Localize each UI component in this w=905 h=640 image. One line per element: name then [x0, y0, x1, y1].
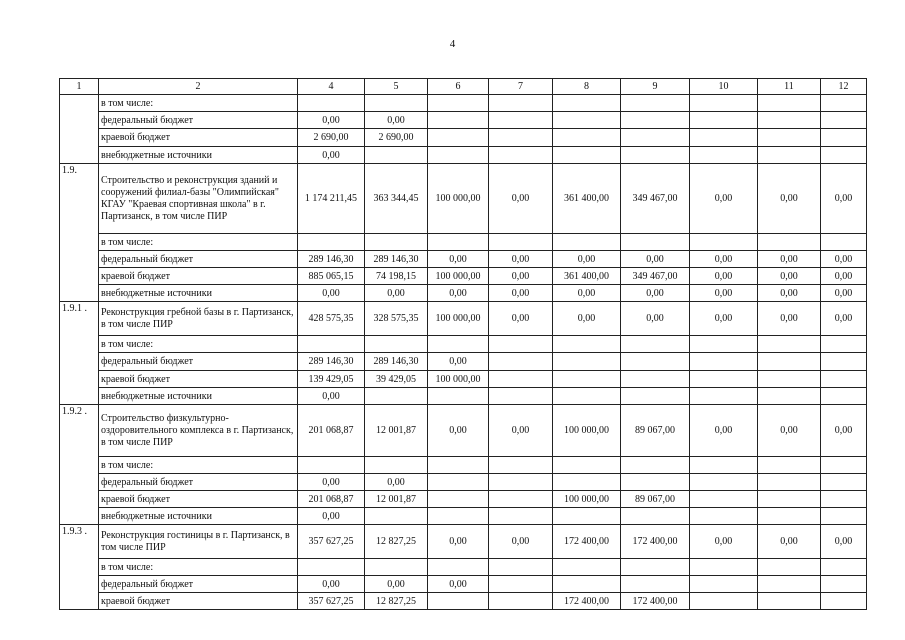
row-name-cell: внебюджетные источники	[99, 508, 298, 525]
value-cell	[621, 336, 690, 353]
value-cell	[428, 491, 489, 508]
value-cell	[821, 371, 867, 388]
value-cell: 357 627,25	[298, 525, 365, 559]
row-name-cell: краевой бюджет	[99, 268, 298, 285]
value-cell: 100 000,00	[553, 491, 621, 508]
value-cell	[553, 129, 621, 147]
value-cell	[428, 457, 489, 474]
value-cell: 0,00	[365, 576, 428, 593]
value-cell	[298, 234, 365, 251]
value-cell: 0,00	[758, 268, 821, 285]
value-cell	[621, 457, 690, 474]
value-cell: 289 146,30	[365, 353, 428, 371]
value-cell: 0,00	[489, 285, 553, 302]
table-row	[60, 405, 867, 457]
table-row	[60, 508, 867, 525]
header-cell: 1	[60, 79, 99, 95]
value-cell: 0,00	[298, 147, 365, 164]
value-cell: 1 174 211,45	[298, 164, 365, 234]
value-cell: 289 146,30	[298, 251, 365, 268]
value-cell	[821, 474, 867, 491]
table-row	[60, 457, 867, 474]
value-cell: 100 000,00	[428, 302, 489, 336]
value-cell	[821, 388, 867, 405]
table-row	[60, 474, 867, 491]
value-cell	[428, 388, 489, 405]
value-cell: 2 690,00	[365, 129, 428, 147]
value-cell	[489, 491, 553, 508]
value-cell	[553, 388, 621, 405]
value-cell	[553, 336, 621, 353]
value-cell	[821, 491, 867, 508]
value-cell	[489, 234, 553, 251]
value-cell: 2 690,00	[298, 129, 365, 147]
value-cell: 89 067,00	[621, 405, 690, 457]
value-cell: 0,00	[821, 251, 867, 268]
page-number: 4	[449, 38, 456, 50]
value-cell	[621, 508, 690, 525]
value-cell	[690, 112, 758, 129]
value-cell: 0,00	[553, 251, 621, 268]
value-cell	[758, 353, 821, 371]
value-cell: 0,00	[298, 285, 365, 302]
value-cell	[758, 388, 821, 405]
value-cell: 0,00	[298, 112, 365, 129]
value-cell: 349 467,00	[621, 164, 690, 234]
value-cell	[690, 474, 758, 491]
value-cell	[690, 129, 758, 147]
value-cell	[298, 457, 365, 474]
value-cell	[428, 95, 489, 112]
value-cell: 0,00	[621, 302, 690, 336]
value-cell: 139 429,05	[298, 371, 365, 388]
value-cell: 0,00	[690, 302, 758, 336]
table-row	[60, 95, 867, 112]
value-cell: 349 467,00	[621, 268, 690, 285]
table-row	[60, 234, 867, 251]
value-cell	[553, 234, 621, 251]
value-cell: 0,00	[821, 164, 867, 234]
value-cell	[428, 593, 489, 610]
table-row	[60, 147, 867, 164]
value-cell	[621, 234, 690, 251]
value-cell: 0,00	[690, 525, 758, 559]
value-cell	[621, 559, 690, 576]
budget-table	[59, 78, 867, 610]
row-name-cell: внебюджетные источники	[99, 147, 298, 164]
value-cell: 0,00	[365, 474, 428, 491]
value-cell: 361 400,00	[553, 268, 621, 285]
value-cell	[758, 508, 821, 525]
value-cell	[758, 371, 821, 388]
row-name-cell: краевой бюджет	[99, 371, 298, 388]
value-cell	[553, 147, 621, 164]
value-cell: 172 400,00	[621, 593, 690, 610]
table-row	[60, 353, 867, 371]
table-row	[60, 593, 867, 610]
value-cell	[621, 129, 690, 147]
header-cell: 4	[298, 79, 365, 95]
row-name-cell: Строительство и реконструкция зданий и сооружений филиал-базы "Олимпийская" КГАУ "Краевая спортивная школа" в г. Партизанск, в том числе ПИР	[99, 164, 298, 234]
value-cell	[690, 147, 758, 164]
value-cell: 12 827,25	[365, 593, 428, 610]
value-cell	[690, 234, 758, 251]
value-cell: 0,00	[821, 285, 867, 302]
value-cell: 0,00	[690, 268, 758, 285]
table-row	[60, 164, 867, 234]
value-cell: 0,00	[621, 285, 690, 302]
row-name-cell: внебюджетные источники	[99, 388, 298, 405]
table-row	[60, 302, 867, 336]
row-number-cell: 1.9.1 .	[60, 302, 99, 405]
value-cell	[365, 457, 428, 474]
header-cell: 12	[821, 79, 867, 95]
value-cell	[621, 353, 690, 371]
header-cell: 8	[553, 79, 621, 95]
value-cell	[298, 336, 365, 353]
value-cell: 0,00	[690, 285, 758, 302]
row-name-cell: в том числе:	[99, 559, 298, 576]
row-name-cell: Строительство физкультурно-оздоровительного комплекса в г. Партизанск, в том числе ПИР	[99, 405, 298, 457]
header-cell: 7	[489, 79, 553, 95]
value-cell	[553, 457, 621, 474]
value-cell	[758, 234, 821, 251]
value-cell	[690, 336, 758, 353]
value-cell: 0,00	[298, 576, 365, 593]
row-number-cell: 1.9.2 .	[60, 405, 99, 525]
value-cell: 172 400,00	[621, 525, 690, 559]
value-cell: 361 400,00	[553, 164, 621, 234]
table-row	[60, 112, 867, 129]
value-cell	[758, 593, 821, 610]
value-cell	[489, 576, 553, 593]
value-cell: 100 000,00	[428, 371, 489, 388]
row-name-cell: в том числе:	[99, 234, 298, 251]
value-cell: 0,00	[428, 405, 489, 457]
value-cell	[758, 147, 821, 164]
value-cell: 0,00	[428, 353, 489, 371]
value-cell	[758, 112, 821, 129]
value-cell	[489, 388, 553, 405]
header-cell: 2	[99, 79, 298, 95]
value-cell: 363 344,45	[365, 164, 428, 234]
value-cell	[489, 559, 553, 576]
value-cell	[365, 336, 428, 353]
value-cell	[553, 559, 621, 576]
header-cell: 6	[428, 79, 489, 95]
value-cell: 0,00	[821, 525, 867, 559]
row-name-cell: федеральный бюджет	[99, 474, 298, 491]
value-cell: 100 000,00	[553, 405, 621, 457]
row-name-cell: в том числе:	[99, 457, 298, 474]
value-cell	[428, 559, 489, 576]
table-row	[60, 285, 867, 302]
value-cell	[758, 129, 821, 147]
value-cell	[298, 559, 365, 576]
value-cell: 89 067,00	[621, 491, 690, 508]
value-cell	[758, 474, 821, 491]
value-cell	[821, 147, 867, 164]
value-cell: 0,00	[758, 285, 821, 302]
value-cell: 0,00	[690, 405, 758, 457]
table-row	[60, 559, 867, 576]
value-cell	[621, 112, 690, 129]
value-cell: 0,00	[821, 405, 867, 457]
value-cell	[690, 371, 758, 388]
table-row	[60, 268, 867, 285]
row-name-cell: краевой бюджет	[99, 593, 298, 610]
value-cell	[821, 559, 867, 576]
value-cell: 289 146,30	[365, 251, 428, 268]
value-cell	[821, 353, 867, 371]
value-cell: 0,00	[690, 251, 758, 268]
value-cell	[489, 336, 553, 353]
value-cell: 0,00	[365, 285, 428, 302]
value-cell: 74 198,15	[365, 268, 428, 285]
value-cell: 289 146,30	[298, 353, 365, 371]
value-cell	[690, 559, 758, 576]
value-cell	[428, 474, 489, 491]
value-cell	[621, 388, 690, 405]
value-cell	[489, 457, 553, 474]
table-row	[60, 336, 867, 353]
row-name-cell: внебюджетные источники	[99, 285, 298, 302]
value-cell	[553, 112, 621, 129]
value-cell: 172 400,00	[553, 525, 621, 559]
value-cell	[365, 508, 428, 525]
table-body	[60, 79, 867, 610]
value-cell: 0,00	[553, 302, 621, 336]
value-cell: 0,00	[428, 285, 489, 302]
value-cell: 0,00	[758, 525, 821, 559]
value-cell: 0,00	[758, 251, 821, 268]
value-cell	[489, 95, 553, 112]
row-name-cell: краевой бюджет	[99, 491, 298, 508]
value-cell	[428, 234, 489, 251]
header-row	[60, 79, 867, 95]
value-cell	[690, 353, 758, 371]
row-name-cell: в том числе:	[99, 95, 298, 112]
value-cell	[821, 336, 867, 353]
value-cell	[365, 559, 428, 576]
row-name-cell: федеральный бюджет	[99, 353, 298, 371]
value-cell: 0,00	[298, 474, 365, 491]
value-cell: 885 065,15	[298, 268, 365, 285]
table-row	[60, 491, 867, 508]
row-name-cell: Реконструкция гостиницы в г. Партизанск, в том числе ПИР	[99, 525, 298, 559]
value-cell	[489, 371, 553, 388]
row-name-cell: федеральный бюджет	[99, 576, 298, 593]
value-cell	[489, 129, 553, 147]
value-cell	[821, 234, 867, 251]
table-row	[60, 371, 867, 388]
value-cell	[298, 95, 365, 112]
value-cell: 0,00	[489, 251, 553, 268]
value-cell: 0,00	[428, 576, 489, 593]
value-cell: 0,00	[298, 388, 365, 405]
value-cell: 12 001,87	[365, 491, 428, 508]
value-cell: 0,00	[758, 302, 821, 336]
value-cell	[758, 457, 821, 474]
value-cell	[553, 353, 621, 371]
table-row	[60, 251, 867, 268]
value-cell	[489, 593, 553, 610]
row-name-cell: в том числе:	[99, 336, 298, 353]
value-cell	[758, 336, 821, 353]
value-cell: 0,00	[758, 405, 821, 457]
value-cell	[821, 112, 867, 129]
table-row	[60, 525, 867, 559]
header-cell: 9	[621, 79, 690, 95]
value-cell	[365, 388, 428, 405]
row-number-cell	[60, 95, 99, 164]
value-cell	[758, 95, 821, 112]
value-cell	[758, 576, 821, 593]
value-cell	[690, 491, 758, 508]
value-cell	[428, 129, 489, 147]
value-cell	[365, 95, 428, 112]
value-cell: 201 068,87	[298, 491, 365, 508]
value-cell	[365, 234, 428, 251]
value-cell	[365, 147, 428, 164]
value-cell: 100 000,00	[428, 164, 489, 234]
value-cell: 0,00	[821, 268, 867, 285]
value-cell	[821, 508, 867, 525]
header-cell: 10	[690, 79, 758, 95]
value-cell	[553, 576, 621, 593]
value-cell	[428, 508, 489, 525]
value-cell: 0,00	[365, 112, 428, 129]
header-cell: 5	[365, 79, 428, 95]
value-cell: 357 627,25	[298, 593, 365, 610]
value-cell	[621, 95, 690, 112]
value-cell	[428, 336, 489, 353]
value-cell: 0,00	[489, 268, 553, 285]
row-name-cell: федеральный бюджет	[99, 251, 298, 268]
value-cell	[690, 95, 758, 112]
value-cell: 39 429,05	[365, 371, 428, 388]
table-row	[60, 388, 867, 405]
value-cell: 201 068,87	[298, 405, 365, 457]
value-cell: 0,00	[489, 405, 553, 457]
header-cell: 11	[758, 79, 821, 95]
value-cell	[821, 129, 867, 147]
value-cell	[758, 491, 821, 508]
value-cell	[553, 95, 621, 112]
row-name-cell: федеральный бюджет	[99, 112, 298, 129]
value-cell	[553, 508, 621, 525]
value-cell	[553, 371, 621, 388]
value-cell: 12 827,25	[365, 525, 428, 559]
value-cell	[758, 559, 821, 576]
value-cell: 0,00	[489, 164, 553, 234]
value-cell	[489, 147, 553, 164]
value-cell	[428, 147, 489, 164]
value-cell	[690, 457, 758, 474]
value-cell	[621, 576, 690, 593]
value-cell: 0,00	[489, 302, 553, 336]
value-cell	[690, 508, 758, 525]
value-cell: 172 400,00	[553, 593, 621, 610]
value-cell: 0,00	[553, 285, 621, 302]
table-row	[60, 129, 867, 147]
value-cell: 0,00	[821, 302, 867, 336]
value-cell: 0,00	[428, 251, 489, 268]
value-cell	[553, 474, 621, 491]
value-cell: 0,00	[489, 525, 553, 559]
value-cell	[489, 474, 553, 491]
value-cell	[690, 576, 758, 593]
value-cell	[489, 508, 553, 525]
value-cell	[821, 593, 867, 610]
value-cell	[621, 371, 690, 388]
value-cell	[489, 353, 553, 371]
value-cell: 100 000,00	[428, 268, 489, 285]
row-number-cell: 1.9.	[60, 164, 99, 302]
value-cell: 12 001,87	[365, 405, 428, 457]
value-cell	[690, 593, 758, 610]
value-cell: 428 575,35	[298, 302, 365, 336]
row-name-cell: Реконструкция гребной базы в г. Партизанск, в том числе ПИР	[99, 302, 298, 336]
value-cell	[621, 147, 690, 164]
value-cell: 328 575,35	[365, 302, 428, 336]
value-cell: 0,00	[621, 251, 690, 268]
value-cell: 0,00	[428, 525, 489, 559]
value-cell: 0,00	[690, 164, 758, 234]
value-cell	[621, 474, 690, 491]
value-cell	[489, 112, 553, 129]
value-cell: 0,00	[758, 164, 821, 234]
value-cell	[690, 388, 758, 405]
row-number-cell: 1.9.3 .	[60, 525, 99, 610]
table-row	[60, 576, 867, 593]
value-cell	[428, 112, 489, 129]
value-cell	[821, 457, 867, 474]
value-cell	[821, 576, 867, 593]
value-cell	[821, 95, 867, 112]
value-cell: 0,00	[298, 508, 365, 525]
row-name-cell: краевой бюджет	[99, 129, 298, 147]
